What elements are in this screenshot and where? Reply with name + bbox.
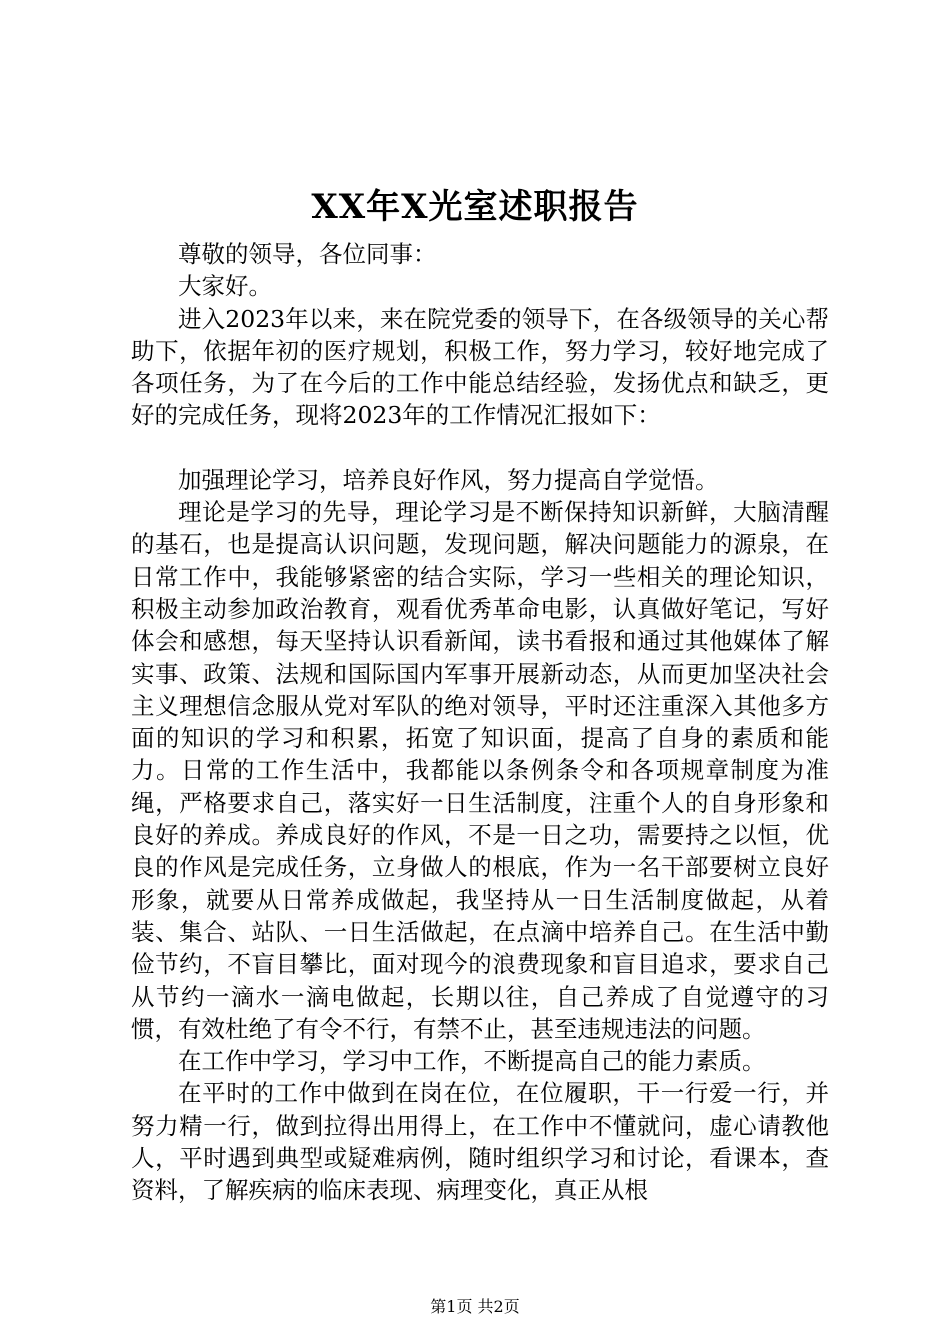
- body-paragraph-1: 理论是学习的先导，理论学习是不断保持知识新鲜，大脑清醒的基石，也是提高认识问题，发现问题，解决问题能力的源泉，在日常工作中，我能够紧密的结合实际，学习一些相关的理论知识，积极主动参加政治教育，观看优秀革命电影，认真做好笔记，写好体会和感想，每天坚持认识看新闻，读书看报和通过其他媒体了解实事、政策、法规和国际国内军事开展新动态，从而更加坚决社会主义理想信念服从党对军队的绝对领导，平时还注重深入其他多方面的知识的学习和积累，拓宽了知识面，提高了自身的素质和能力。日常的工作生活中，我都能以条例条令和各项规章制度为准绳，严格要求自己，落实好一日生活制度，注重个人的自身形象和良好的养成。养成良好的作风，不是一日之功，需要持之以恒，优良的作风是完成任务，立身做人的根底，作为一名干部要树立良好形象，就要从日常养成做起，我坚持从一日生活制度做起，从着装、集合、站队、一日生活做起，在点滴中培养自己。在生活中勤俭节约，不盲目攀比，面对现今的浪费现象和盲目追求，要求自己从节约一滴水一滴电做起，长期以往，自己养成了自觉遵守的习惯，有效杜绝了有令不行，有禁不止，甚至违规违法的问题。: [131, 498, 829, 1043]
- section-heading-1: 加强理论学习，培养良好作风，努力提高自学觉悟。: [178, 465, 719, 494]
- document-body: [131, 238, 829, 1207]
- salutation: 尊敬的领导，各位同事：: [178, 240, 437, 268]
- document-title: XX年X光室述职报告: [311, 187, 639, 227]
- page-number: 第1页 共2页: [430, 1297, 520, 1316]
- section-heading-2: 在工作中学习，学习中工作，不断提高自己的能力素质。: [178, 1047, 766, 1076]
- intro-paragraph: 进入2023年以来，来在院党委的领导下，在各级领导的关心帮助下，依据年初的医疗规划，积极工作，努力学习，较好地完成了各项任务，为了在今后的工作中能总结经验，发扬优点和缺乏，更好的完成任务，现将2023年的工作情况汇报如下：: [131, 304, 829, 430]
- body-paragraph-2: 在平时的工作中做到在岗在位，在位履职，干一行爱一行，并努力精一行，做到拉得出用得上，在工作中不懂就问，虚心请教他人，平时遇到典型或疑难病例，随时组织学习和讨论，看课本，查资料，了解疾病的临床表现、病理变化，真正从根: [131, 1079, 829, 1205]
- greeting: 大家好。: [178, 272, 272, 301]
